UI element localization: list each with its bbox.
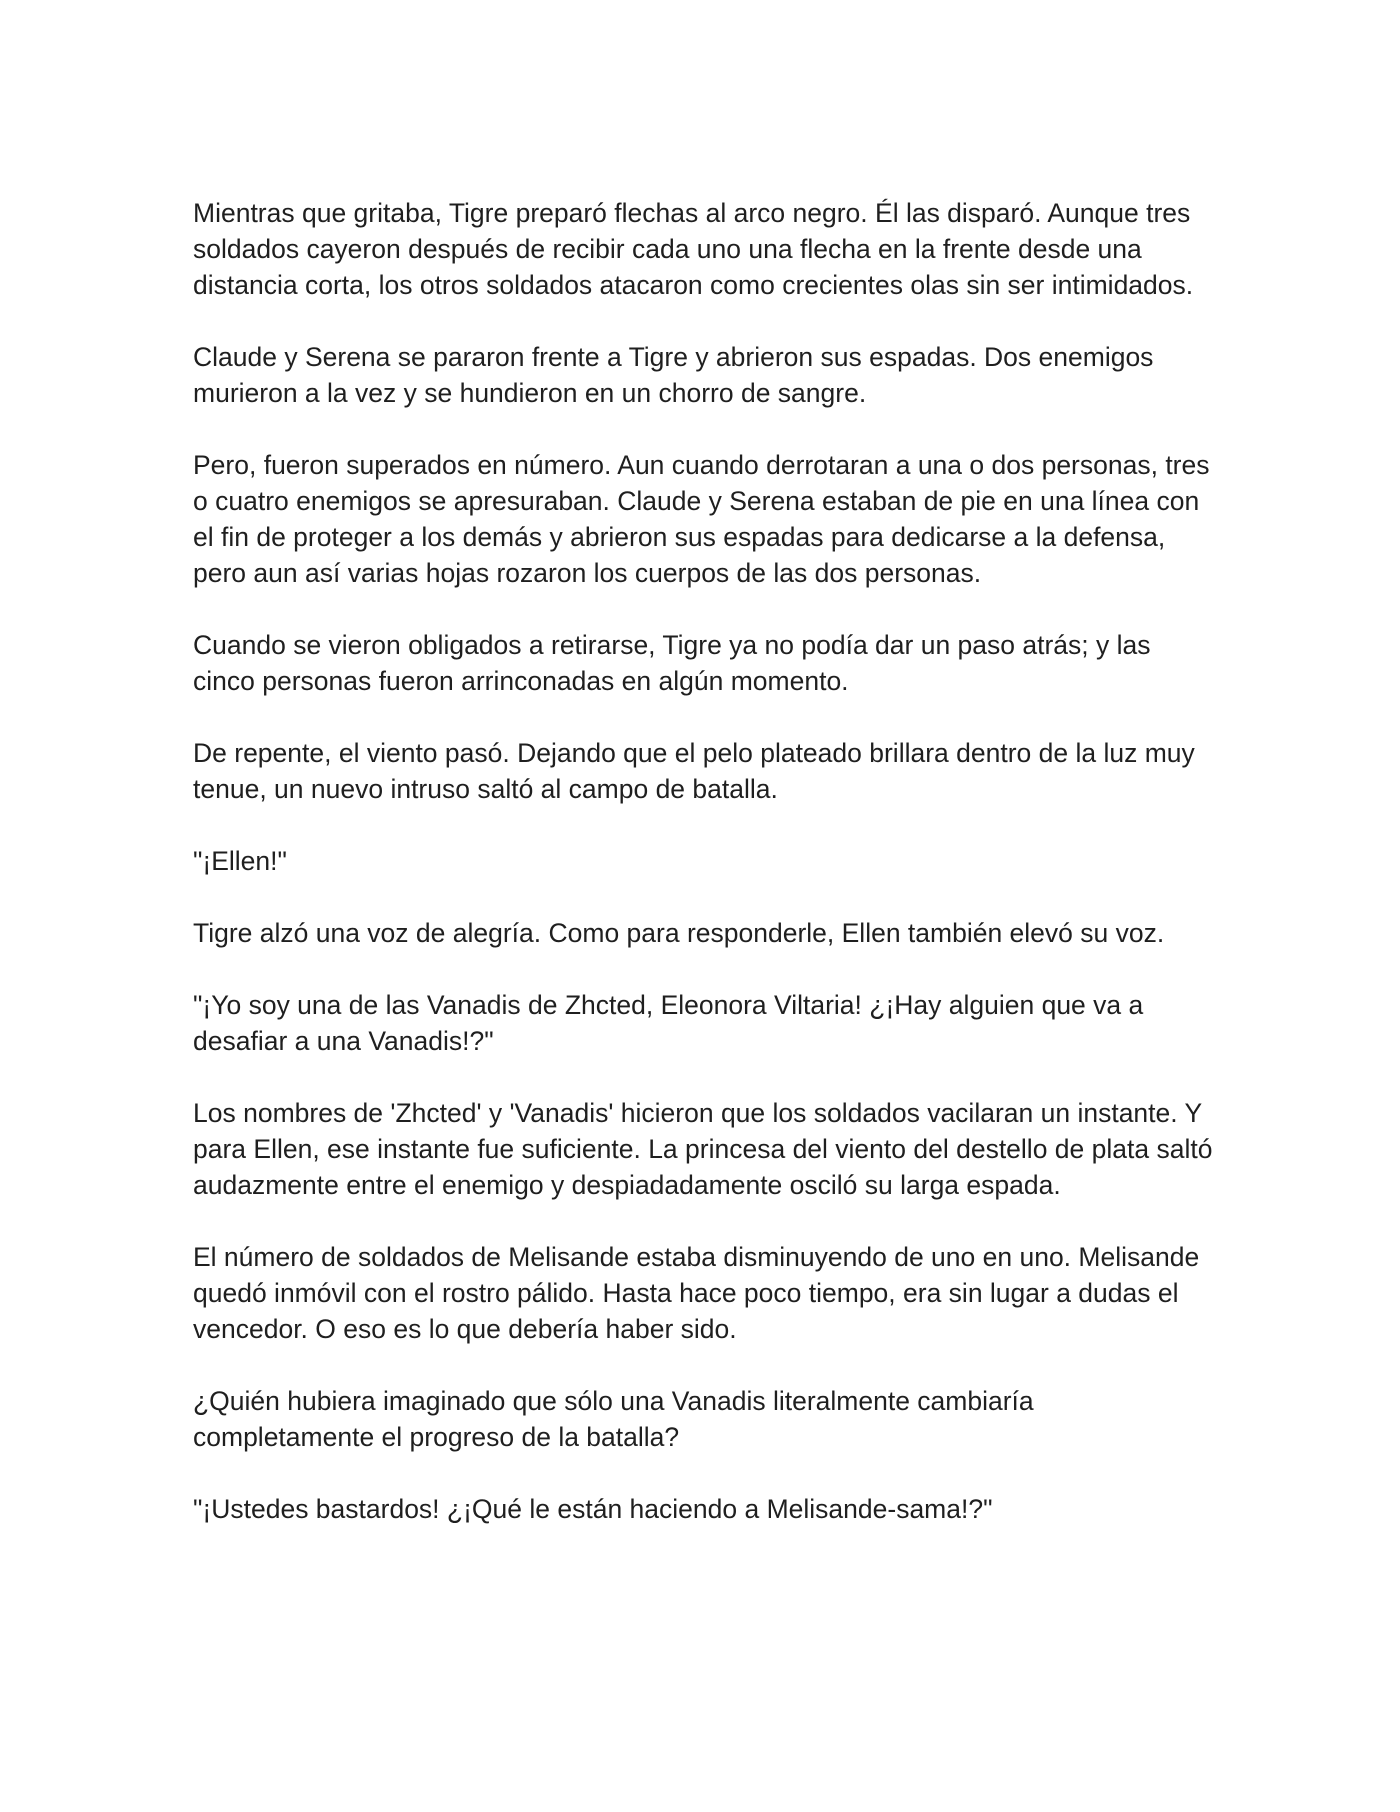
paragraph: ¿Quién hubiera imaginado que sólo una Vanadis literalmente cambiaría completamente el progreso de la batalla? [193, 1386, 1034, 1452]
dialogue-line: "¡Ellen!" [193, 846, 287, 876]
paragraph: Pero, fueron superados en número. Aun cuando derrotaran a una o dos personas, tres o cuatro enemigos se apresuraban. Claude y Serena estaban de pie en una línea con el fin de proteger a los demás y abrieron sus espadas para dedicarse a la defensa, pero aun así varias hojas rozaron los cuerpos de las dos personas. [193, 450, 1210, 588]
paragraph: Cuando se vieron obligados a retirarse, Tigre ya no podía dar un paso atrás; y las cinco personas fueron arrinconadas en algún momento. [193, 630, 1151, 696]
document-page [193, 195, 1213, 1527]
dialogue-line: "¡Ustedes bastardos! ¿¡Qué le están haciendo a Melisande-sama!?" [193, 1494, 993, 1524]
paragraph: El número de soldados de Melisande estaba disminuyendo de uno en uno. Melisande quedó inmóvil con el rostro pálido. Hasta hace poco tiempo, era sin lugar a dudas el vencedor. O eso es lo que debería haber sido. [193, 1242, 1200, 1344]
paragraph: Tigre alzó una voz de alegría. Como para responderle, Ellen también elevó su voz. [193, 918, 1165, 948]
paragraph: De repente, el viento pasó. Dejando que el pelo plateado brillara dentro de la luz muy tenue, un nuevo intruso saltó al campo de batalla. [193, 738, 1195, 804]
paragraph: Mientras que gritaba, Tigre preparó flechas al arco negro. Él las disparó. Aunque tres soldados cayeron después de recibir cada uno una flecha en la frente desde una distancia corta, los otros soldados atacaron como crecientes olas sin ser intimidados. [193, 198, 1194, 300]
paragraph: Los nombres de 'Zhcted' y 'Vanadis' hicieron que los soldados vacilaran un instante. Y para Ellen, ese instante fue suficiente. La princesa del viento del destello de plata saltó audazmente entre el enemigo y despiadadamente osciló su larga espada. [193, 1098, 1213, 1200]
paragraph: Claude y Serena se pararon frente a Tigre y abrieron sus espadas. Dos enemigos murieron a la vez y se hundieron en un chorro de sangre. [193, 342, 1154, 408]
dialogue-line: "¡Yo soy una de las Vanadis de Zhcted, Eleonora Viltaria! ¿¡Hay alguien que va a desafiar a una Vanadis!?" [193, 990, 1144, 1056]
